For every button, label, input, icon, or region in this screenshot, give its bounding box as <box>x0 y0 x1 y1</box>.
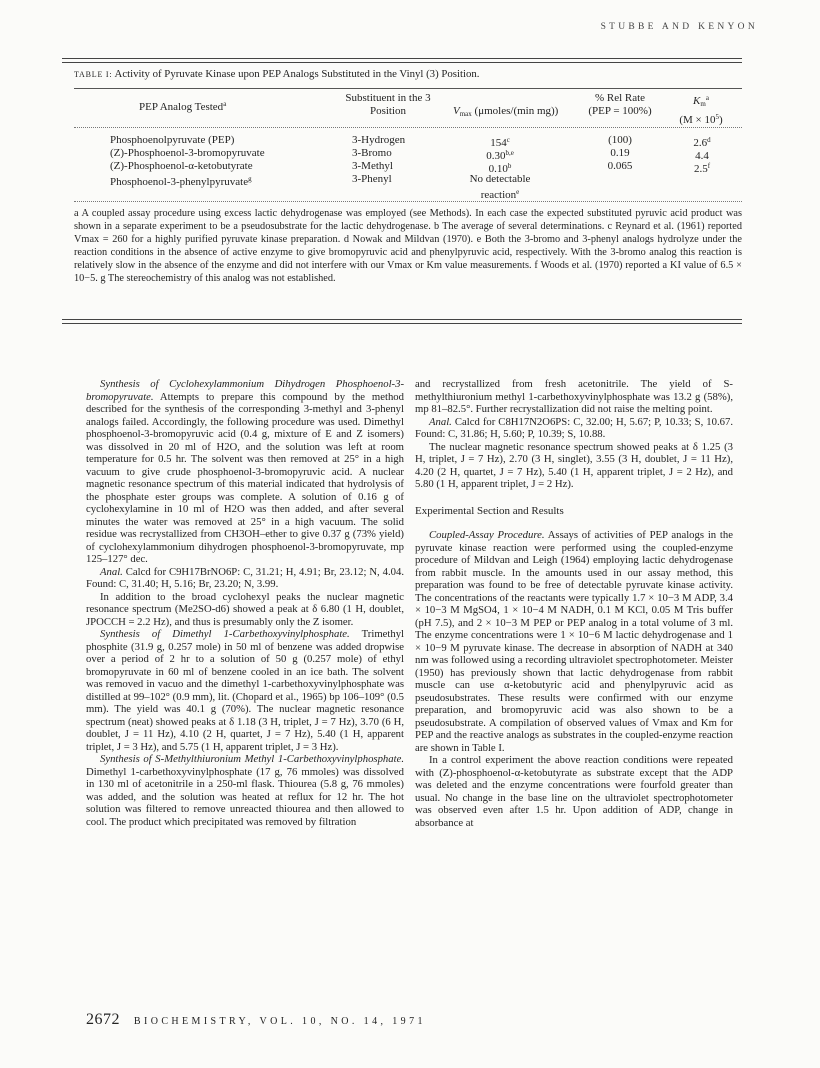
table-footnotes: a A coupled assay procedure using excess lactic dehydrogenase was employed (see Methods). In each case the expected substituted pyruvic acid product was shown in a separate experiment to be a pseudosubstrate for the lactic dehydrogenase. b The average of several determinations. c Reynard et al. (1961) reported Vmax = 260 for a highly purified pyruvate kinase preparation. d Nowak and Mildvan (1970). e Both the 3-bromo and 3-phenyl analogs hydrolyze under the reaction conditions in the absence of active enzyme to give bromopyruvic acid and phenylpyruvic acid, respectively. With the 3-bromo analog this reaction is relatively slow in the absence of the enzyme and did not interfere with our Vmax or Km value measurements. f Woods et al. (1970) reported a KI value of 6.5 × 10−5. g The stereochemistry of this analog was not established. <box>74 208 742 284</box>
header-rel-rate: % Rel Rate (PEP = 100%) <box>588 92 652 117</box>
running-head: STUBBE AND KENYON <box>600 22 758 32</box>
header-analog: PEP Analog Tested$^a$ <box>139 100 227 113</box>
table-rule-header <box>74 127 742 128</box>
row3-rel: 0.065 <box>607 160 633 172</box>
table-end-rule-thin <box>62 323 742 324</box>
table-label: TABLE I: <box>74 70 113 79</box>
row4-position: 3-Phenyl <box>352 173 392 185</box>
left-column <box>86 378 404 828</box>
row2-vmax: 0.30$^{b,e}$ <box>486 149 514 162</box>
row2-position: 3-Bromo <box>352 147 392 159</box>
row3-vmax: 0.10$^b$ <box>488 162 512 175</box>
table-rule-top <box>74 88 742 89</box>
paragraph: In a control experiment the above reaction conditions were repeated with (Z)-phosphoenol-α-ketobutyrate as substrate except that the ADP was deleted and the enzyme concentrations were fourfold greater than usual. No change in the base line on the ultraviolet spectrophotometer was observed even after 1.5 hr. Upon addition of ADP, change in absorbance at <box>415 754 733 829</box>
header-km: $K_m^a$ $(M \times 10^5)$ <box>679 94 723 126</box>
table-rule-bottom <box>74 201 742 202</box>
paragraph: Synthesis of S-Methylthiuronium Methyl 1-Carbethoxyvinylphosphate. Dimethyl 1-carbethoxyvinylphosphate (17 g, 76 mmoles) was dissolved in 130 ml of acetonitrile in a 250-ml flask. Thiourea (5.8 g, 76 mmoles) was added, and the solution was heated at reflux for 12 hr. The hot solution was filtered to remove unreacted thiourea and then allowed to cool. The product which precipitated was removed by filtration <box>86 753 404 828</box>
paragraph: and recrystallized from fresh acetonitrile. The yield of S-methylthiuronium methyl 1-carbethoxyvinylphosphate was 13.2 g (58%), mp 81–82.5°. Further recrystallization did not raise the melting point. <box>415 378 733 415</box>
row3-position: 3-Methyl <box>352 160 393 172</box>
header-vmax: $V_{max}$ (μmoles/(min mg)) <box>453 105 559 118</box>
page-number: 2672 <box>86 1011 120 1028</box>
paragraph: Synthesis of Cyclohexylammonium Dihydrogen Phosphoenol-3-bromopyruvate. Attempts to prepare this compound by the method described for the synthesis of the corresponding 3-methyl and 3-phenyl analogs failed. Accordingly, the following procedure was used. Dimethyl phosphoenol-3-bromopyruvic acid (0.4 g, mixture of E and Z isomers) was dissolved in 20 ml of H2O, and the solution was left at room temperature for 0.5 hr. The solvent was then removed at 25° in a high vacuum to give crude phosphoenol-3-bromopyruvic acid. A nuclear magnetic resonance spectrum of this material indicated that hydrolysis of the phosphate ester groups was complete. A solution of 0.16 g of cyclohexylamine in 10 ml of H2O was then added, and after several minutes the water was removed at 25° in a high vacuum. The solid residue was recrystallized from CH3OH–ether to give 0.37 g (73% yield) of cyclohexylammonium dihydrogen phosphoenol-3-bromopyruvate, mp 125–127° dec. <box>86 378 404 565</box>
row2-analog: (Z)-Phosphoenol-3-bromopyruvate <box>110 147 265 159</box>
row1-vmax: 154$^c$ <box>490 136 510 149</box>
table-caption <box>74 68 479 80</box>
journal-line: BIOCHEMISTRY, VOL. 10, NO. 14, 1971 <box>133 1016 426 1027</box>
table-end-rule <box>62 319 742 320</box>
row2-rel: 0.19 <box>610 147 630 159</box>
row2-km: 4.4 <box>695 150 709 162</box>
top-rule-thin <box>62 62 742 63</box>
paragraph: In addition to the broad cyclohexyl peaks the nuclear magnetic resonance spectrum (Me2SO-d6) showed a peak at δ 6.80 (1 H, doublet, JPOCCH = 2.2 Hz), and thus is presumably only the Z isomer. <box>86 590 404 628</box>
row1-km: 2.6$^d$ <box>693 136 711 149</box>
row4-analog: Phosphoenol-3-phenylpyruvate$^g$ <box>110 175 252 188</box>
row3-km: 2.5$^f$ <box>693 162 711 175</box>
paragraph: Synthesis of Dimethyl 1-Carbethoxyvinylphosphate. Trimethyl phosphite (31.9 g, 0.257 mole) in 50 ml of benzene was added dropwise over a period of 2 hr to a solution of 50 g (0.257 mole) of ethyl bromopyruvate in 60 ml of benzene cooled in an ice bath. The solvent was removed in vacuo and the dimethyl 1-carbethoxyvinylphosphate was distilled at 99–102° (0.9 mm), lit. (Chopard et al., 1965) bp 106–109° (0.5 mm). The yield was 40.1 g (70%). The nuclear magnetic resonance spectrum (neat) showed peaks at δ 1.18 (3 H, triplet, J = 7 Hz), 3.70 (6 H, doublet, J = 11 Hz), 4.10 (2 H, quartet, J = 7 Hz), 5.40 (1 H, apparent triplet, J = 3 Hz), and 5.75 (1 H, apparent triplet, J = 3 Hz). <box>86 628 405 753</box>
page-footer <box>86 1011 426 1029</box>
row1-rel: (100) <box>608 134 632 146</box>
row1-analog: Phosphoenolpyruvate (PEP) <box>110 134 235 146</box>
row1-position: 3-Hydrogen <box>352 134 406 146</box>
table-title: Activity of Pyruvate Kinase upon PEP Analogs Substituted in the Vinyl (3) Position. <box>114 68 480 80</box>
paragraph: Anal. Calcd for C9H17BrNO6P: C, 31.21; H, 4.91; Br, 23.12; N, 4.04. Found: C, 31.40; H, 5.16; Br, 23.20; N, 3.99. <box>86 565 404 590</box>
paragraph: Anal. Calcd for C8H17N2O6PS: C, 32.00; H, 5.67; P, 10.33; S, 10.67. Found: C, 31.86; H, 5.60; P, 10.39; S, 10.88. <box>415 415 733 440</box>
header-position: Substituent in the 3 Position <box>345 92 431 117</box>
top-rule <box>62 58 742 59</box>
section-heading: Experimental Section and Results <box>415 504 564 517</box>
paragraph: The nuclear magnetic resonance spectrum showed peaks at δ 1.25 (3 H, triplet, J = 7 Hz), 2.70 (3 H, singlet), 3.55 (3 H, doublet, J = 11 Hz), 4.20 (2 H, quartet, J = 7 Hz), 5.40 (1 H, apparent triplet, J = 2 Hz), and 5.80 (1 H, apparent triplet, J = 2 Hz). <box>415 440 733 490</box>
right-column <box>415 378 733 829</box>
row3-analog: (Z)-Phosphoenol-α-ketobutyrate <box>110 160 253 172</box>
row4-vmax: No detectable reaction$^e$ <box>469 173 531 201</box>
paragraph: Coupled-Assay Procedure. Assays of activities of PEP analogs in the pyruvate kinase reaction were performed using the coupled-enzyme procedure of Mildvan and Leigh (1964) employing lactic dehydrogenase from rabbit muscle. In the amounts used in our assay method, this preparation was found to be free of detectable pyruvate kinase activity. The concentrations of the reactants were typically 1.7 × 10−3 M ADP, 3.4 × 10−3 M MgSO4, 1 × 10−4 M NADH, 0.1 M KCl, 0.05 M Tris buffer (pH 7.5), and 2 × 10−3 M PEP or PEP analog in a total volume of 3 ml. The enzyme concentrations were 1 × 10−6 M lactic dehydrogenase and 1 × 10−9 M pyruvate kinase. The decrease in absorption of NADH at 340 nm was followed using a recording ultraviolet spectrophotometer. Meister (1950) has previously shown that lactic dehydrogenase from rabbit muscle can use α-ketobutyric acid and phenylpyruvic acid as pseudosubstrates. These results were confirmed with our enzyme preparation, and bromopyruvic acid was also shown to be a pseudosubstrate. A compilation of observed values of Vmax and Km for PEP and the reactive analogs as substrates in the coupled-enzyme reaction are shown in Table I. <box>415 529 733 754</box>
